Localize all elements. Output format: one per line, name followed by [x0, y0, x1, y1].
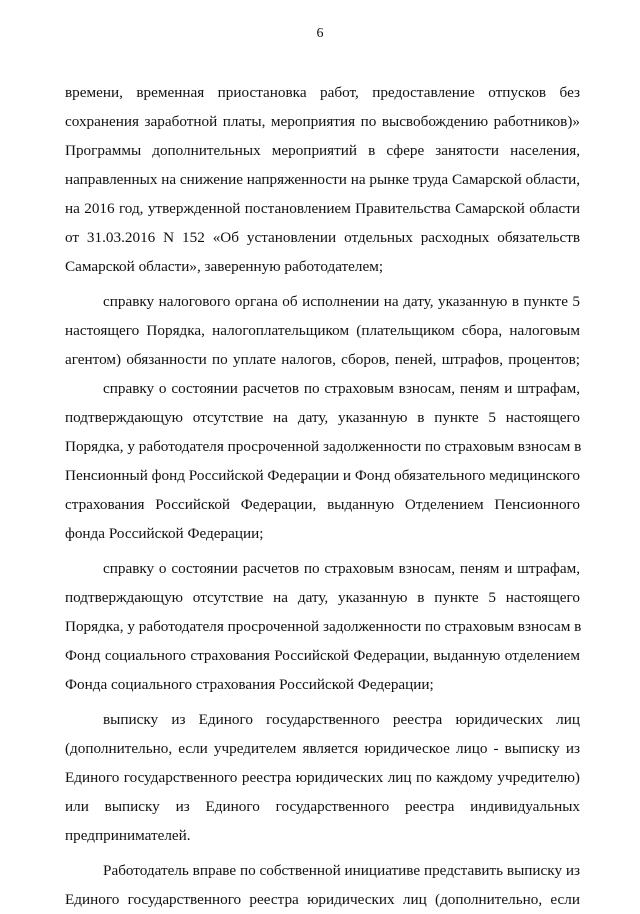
paragraph — [65, 856, 580, 914]
document-body — [65, 78, 580, 914]
text-line: Порядка, у работодателя просроченной задолженности по страховым взносам в — [65, 438, 582, 455]
text-line: от 31.03.2016 N 152 «Об установлении отдельных расходных обязательств — [65, 229, 580, 246]
text-line: Фонд социального страхования Российской Федерации, выданную отделением — [65, 647, 580, 664]
text-line: подтверждающую отсутствие на дату, указанную в пункте 5 настоящего — [65, 589, 580, 606]
text-line: направленных на снижение напряженности на рынке труда Самарской области, — [65, 171, 581, 188]
text-line: Единого государственного реестра юридических лиц (дополнительно, если — [65, 891, 580, 908]
text-line: на 2016 год, утвержденной постановлением Правительства Самарской области — [65, 200, 580, 217]
text-line: или выписку из Единого государственного реестра индивидуальных — [65, 798, 580, 815]
text-line: агентом) обязанности по уплате налогов, сборов, пеней, штрафов, процентов; — [65, 351, 580, 368]
paragraph — [65, 554, 580, 699]
text-line: Программы дополнительных мероприятий в сфере занятости населения, — [65, 142, 580, 159]
text-line: времени, временная приостановка работ, предоставление отпусков без — [65, 84, 580, 101]
text-line: справку налогового органа об исполнении на дату, указанную в пункте 5 — [103, 293, 580, 310]
text-line: предпринимателей. — [65, 827, 191, 844]
page-number: 6 — [316, 26, 324, 41]
text-line: настоящего Порядка, налогоплательщиком (плательщиком сбора, налоговым — [65, 322, 580, 339]
text-line: выписку из Единого государственного реестра юридических лиц — [103, 711, 580, 728]
paragraph — [65, 78, 580, 281]
text-line: сохранения заработной платы, мероприятия по высвобождению работников)» — [65, 113, 580, 130]
text-line: Работодатель вправе по собственной инициативе представить выписку из — [103, 862, 580, 879]
text-line: Пенсионный фонд Российской Федерации и Фонд обязательного медицинского — [65, 467, 581, 484]
text-line: подтверждающую отсутствие на дату, указанную в пункте 5 настоящего — [65, 409, 580, 426]
text-line: (дополнительно, если учредителем является юридическое лицо - выписку из — [65, 740, 580, 757]
text-line: Единого государственного реестра юридических лиц по каждому учредителю) — [65, 769, 580, 786]
text-line: справку о состоянии расчетов по страховым взносам, пеням и штрафам, — [103, 380, 580, 397]
paragraph — [65, 287, 580, 374]
paragraph — [65, 705, 580, 850]
text-line: справку о состоянии расчетов по страховым взносам, пеням и штрафам, — [103, 560, 580, 577]
text-line: Самарской области», заверенную работодателем; — [65, 258, 384, 275]
paragraph — [65, 374, 580, 548]
text-line: фонда Российской Федерации; — [65, 525, 264, 542]
text-line: Фонда социального страхования Российской Федерации; — [65, 676, 434, 693]
text-line: страхования Российской Федерации, выданную Отделением Пенсионного — [65, 496, 580, 513]
text-line: Порядка, у работодателя просроченной задолженности по страховым взносам в — [65, 618, 582, 635]
